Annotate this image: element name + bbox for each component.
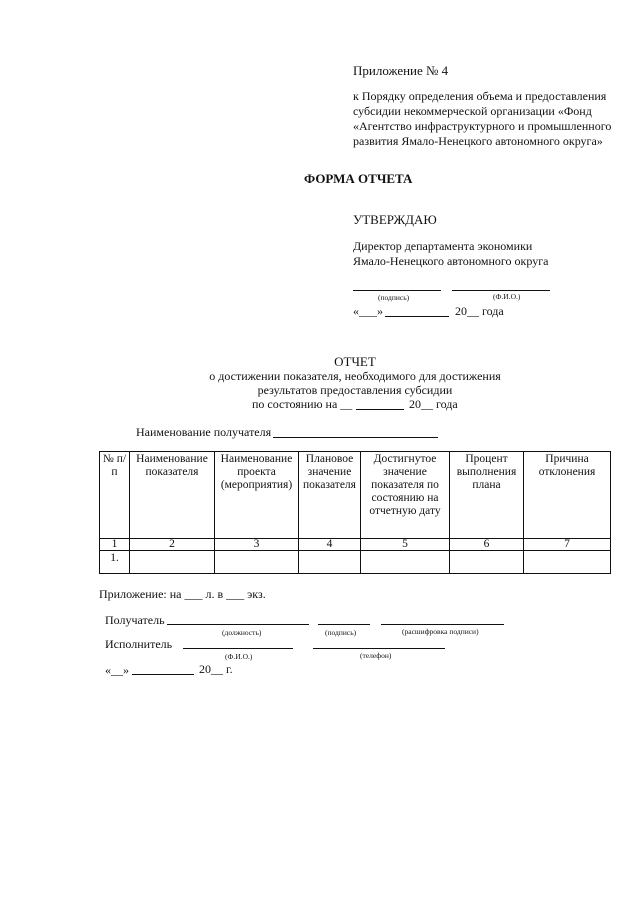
table-cell: 1. (100, 551, 130, 574)
table-header-row (100, 452, 611, 539)
approval-sign-caption: (подпись) (378, 293, 410, 302)
report-title: ОТЧЕТ (334, 354, 376, 369)
report-as-of-suffix: 20__ года (409, 397, 458, 411)
approval-name-line (452, 290, 550, 291)
column-number: 2 (130, 539, 215, 551)
attachment-text: Приложение: на ___ л. в ___ экз. (99, 587, 266, 601)
footer-recipient-position-line (167, 624, 309, 625)
approval-heading: УТВЕРЖДАЮ (353, 212, 437, 227)
appendix-line: субсидии некоммерческой организации «Фонд (353, 104, 592, 118)
appendix-title: Приложение № 4 (353, 63, 449, 78)
footer-recipient-decode-line (381, 624, 504, 625)
report-subtitle-line: о достижении показателя, необходимого для достижения (209, 369, 501, 383)
column-number: 7 (524, 539, 611, 551)
column-number: 5 (361, 539, 450, 551)
footer-executor-phone-line (313, 648, 445, 649)
table-header-cell: Достигнутое значение показателя по состоянию на отчетную дату (361, 452, 450, 539)
footer-executor-label: Исполнитель (105, 637, 173, 651)
table-header-cell: Плановое значение показателя (299, 452, 361, 539)
footer-date-year: 20__ г. (199, 662, 233, 676)
table-cell (524, 551, 611, 574)
table-cell (215, 551, 299, 574)
report-subtitle-line: результатов предоставления субсидии (257, 383, 453, 397)
table-header-cell: Наименование показателя (130, 452, 215, 539)
appendix-line: «Агентство инфраструктурного и промышленного (353, 119, 612, 133)
column-number: 4 (299, 539, 361, 551)
table-cell (361, 551, 450, 574)
approval-position-line: Директор департамента экономики (353, 239, 533, 253)
table-column-numbers-row (100, 539, 611, 551)
table-header-cell: Процент выполнения плана (450, 452, 524, 539)
table-cell (450, 551, 524, 574)
table-header-cell: Причина отклонения (524, 452, 611, 539)
footer-date-open: «__» (105, 663, 129, 677)
table-header-cell: № п/п (100, 452, 130, 539)
recipient-label: Наименование получателя (136, 425, 272, 439)
approval-name-caption: (Ф.И.О.) (493, 292, 521, 301)
table-row (100, 551, 611, 574)
column-number: 1 (100, 539, 130, 551)
table-cell (299, 551, 361, 574)
footer-position-caption: (должность) (222, 628, 262, 637)
footer-executor-name-line (183, 648, 293, 649)
footer-date-line (132, 674, 194, 675)
approval-date-line (385, 316, 449, 317)
table-cell (130, 551, 215, 574)
table-header-cell: Наименование проекта (мероприятия) (215, 452, 299, 539)
footer-decode-caption: (расшифровка подписи) (402, 627, 479, 636)
footer-recipient-label: Получатель (105, 613, 165, 627)
form-title: ФОРМА ОТЧЕТА (304, 171, 413, 186)
recipient-field-line (273, 437, 438, 438)
appendix-line: развития Ямало-Ненецкого автономного округа» (353, 134, 603, 148)
approval-signature-line (353, 290, 441, 291)
footer-sign-caption: (подпись) (325, 628, 357, 637)
approval-date-open: «___» (353, 304, 383, 318)
report-table (99, 451, 611, 574)
report-as-of-line (356, 409, 404, 410)
approval-position-line: Ямало-Ненецкого автономного округа (353, 254, 549, 268)
approval-date-year: 20__ года (455, 304, 504, 318)
appendix-line: к Порядку определения объема и предоставления (353, 89, 607, 103)
report-as-of-prefix: по состоянию на __ (252, 397, 353, 411)
footer-phone-caption: (телефон) (360, 651, 392, 660)
column-number: 6 (450, 539, 524, 551)
footer-recipient-sign-line (318, 624, 370, 625)
footer-fio-caption: (Ф.И.О.) (225, 652, 253, 661)
column-number: 3 (215, 539, 299, 551)
